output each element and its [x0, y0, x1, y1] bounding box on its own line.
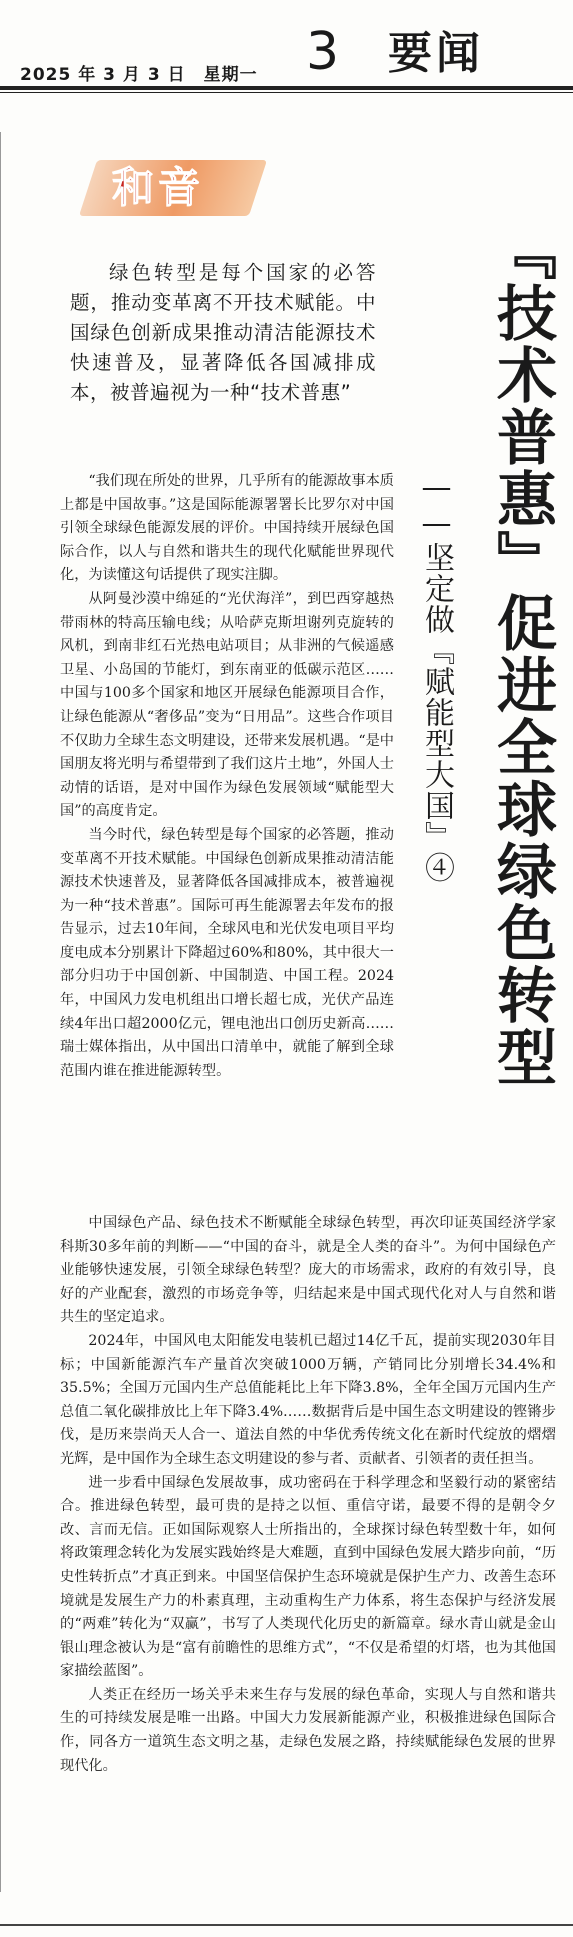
article-body-narrow: [60, 470, 394, 1083]
masthead-rule-thin: [0, 92, 573, 93]
column-label: [88, 160, 258, 216]
article-lead: 绿色转型是每个国家的必答题，推动变革离不开技术赋能。中国绿色创新成果推动清洁能源技术快速普及，显著降低各国减排成本，被普遍视为一种“技术普惠”: [70, 261, 376, 404]
masthead: [0, 0, 573, 96]
body-paragraph: 进一步看中国绿色发展故事，成功密码在于科学理念和坚毅行动的紧密结合。推进绿色转型，最可贵的是持之以恒、重信守诺，最要不得的是朝令夕改、言而无信。正如国际观察人士所指出的，全球探讨绿色转型数十年，如何将政策理念转化为发展实践始终是大难题，直到中国绿色发展大踏步向前，“历史性转折点”才真正到来。中国坚信保护生态环境就是保护生产力、改善生态环境就是发展生产力的朴素真理，主动重构生产力体系，将生态保护与经济发展的“两难”转化为“双赢”，书写了人类现代化历史的新篇章。绿水青山就是金山银山理念被认为是“富有前瞻性的思维方式”，“不仅是希望的灯塔，也为其他国家描绘蓝图”。: [60, 1474, 556, 1680]
page-number: 3: [306, 22, 340, 82]
column-label-text: 和音: [112, 163, 205, 212]
body-paragraph: 中国绿色产品、绿色技术不断赋能全球绿色转型，再次印证英国经济学家科斯30多年前的判断——“中国的奋斗，就是全人类的奋斗”。为何中国绿色产业能够快速发展，引领全球绿色转型？庞大的市场需求，政府的有效引导，良好的产业配套，激烈的市场竞争等，归结起来是中国式现代化对人与自然和谐共生的坚定追求。: [60, 1215, 556, 1326]
body-paragraph: 2024年，中国风电太阳能发电装机已超过14亿千瓦，提前实现2030年目标；中国新能源汽车产量首次突破1000万辆，产销同比分别增长34.4%和35.5%；全国万元国内生产总值能耗比上年下降3.8%，全年全国万元国内生产总值二氧化碳排放比上年下降3.4%……数据背后是中国生态文明建设的铿锵步伐，是历来崇尚天人合一、道法自然的中华优秀传统文化在新时代绽放的熠熠光辉，是中国作为全球生态文明建设的参与者、贡献者、引领者的责任担当。: [60, 1332, 556, 1467]
bottom-rule: [0, 1924, 573, 1926]
body-paragraph: 从阿曼沙漠中绵延的“光伏海洋”，到巴西穿越热带雨林的特高压输电线；从哈萨克斯坦谢列克旋转的风机，到南非红石光热电站项目；从非洲的气候遥感卫星、小岛国的节能灯，到东南亚的低碳示范区……中国与100多个国家和地区开展绿色能源项目合作，让绿色能源从“奢侈品”变为“日用品”。这些合作项目不仅助力全球生态文明建设，还带来发展机遇。“是中国朋友将光明与希望带到了我们这片土地”，外国人士动情的话语，是对中国作为绿色发展领域“赋能型大国”的高度肯定。: [60, 590, 394, 820]
section-title: 要闻: [388, 28, 484, 79]
column-divider: [0, 132, 1, 1892]
article-headline: 『技术普惠』促进全球绿色转型: [487, 220, 557, 1088]
body-paragraph: “我们现在所处的世界，几乎所有的能源故事本质上都是中国故事。”这是国际能源署署长比罗尔对中国引领全球绿色能源发展的评价。中国持续开展绿色国际合作，以人与自然和谐共生的现代化赋能世界现代化，为读懂这句话提供了现实注脚。: [60, 473, 394, 584]
article-body-wide: [60, 1212, 556, 1778]
masthead-rule: [0, 86, 573, 90]
body-paragraph: 当今时代，绿色转型是每个国家的必答题，推动变革离不开技术赋能。中国绿色创新成果推动清洁能源技术快速普及，显著降低各国减排成本，被普遍视为一种“技术普惠”。国际可再生能源署去年发布的报告显示，过去10年间，全球风电和光伏发电项目平均度电成本分别累计下降超过60%和80%，其中很大一部分归功于中国创新、中国制造、中国工程。2024年，中国风力发电机组出口增长超七成，光伏产品连续4年出口超2000亿元，锂电池出口创历史新高……瑞士媒体指出，从中国出口清单中，就能了解到全球范围内谁在推进能源转型。: [60, 826, 394, 1079]
body-paragraph: 人类正在经历一场关乎未来生存与发展的绿色革命，实现人与自然和谐共生的可持续发展是唯一出路。中国大力发展新能源产业，积极推进绿色国际合作，同各方一道筑生态文明之基，走绿色发展之路，持续赋能绿色发展的世界现代化。: [60, 1686, 556, 1774]
publication-date: 2025 年 3 月 3 日 星期一: [20, 65, 258, 85]
article-subheadline: ——坚定做『赋能型大国』④: [419, 470, 454, 883]
